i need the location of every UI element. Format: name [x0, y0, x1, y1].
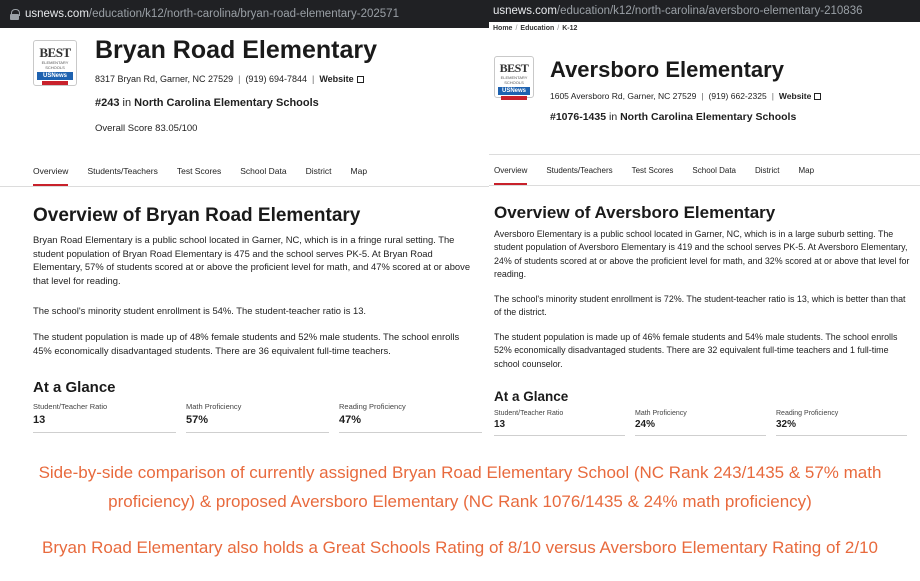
external-link-icon: [814, 93, 821, 100]
overview-paragraph-3: The student population is made up of 48% female students and 52% male students. The school enrolls 45% economically disadvantaged students. There are 36 equivalent full-time teachers.: [33, 331, 460, 356]
breadcrumb: Home / Education / K-12: [493, 25, 578, 32]
comparison-caption: Side-by-side comparison of currently assigned Bryan Road Elementary School (NC Rank 243/1435 & 57% math proficiency) & proposed Aversboro Elementary (NC Rank 1076/1435 & 24% math proficiency): [38, 463, 882, 511]
tab-overview[interactable]: Overview: [494, 166, 527, 185]
rating-caption: Bryan Road Elementary also holds a Great Schools Rating of 8/10 versus Aversboro Elementary Rating of 2/10: [42, 538, 878, 557]
address-line: 1605 Aversboro Rd, Garner, NC 27529 | (919) 662-2325 | Website: [550, 91, 821, 101]
website-link[interactable]: Website: [319, 74, 363, 84]
address: 1605 Aversboro Rd, Garner, NC 27529: [550, 91, 697, 101]
tab-students-teachers[interactable]: Students/Teachers: [87, 166, 158, 176]
tab-school-data[interactable]: School Data: [240, 166, 287, 176]
tab-test-scores[interactable]: Test Scores: [176, 166, 222, 176]
url-path: /education/k12/north-carolina/aversboro-elementary-210836: [556, 5, 863, 17]
overview-title: Overview of Bryan Road Elementary: [33, 205, 361, 226]
phone[interactable]: (919) 694-7844: [245, 74, 307, 84]
rank-line: #1076-1435 in North Carolina Elementary Schools: [550, 111, 797, 123]
address-bar[interactable]: [489, 0, 920, 22]
address-line: 8317 Bryan Rd, Garner, NC 27529 | (919) 694-7844 | Website: [95, 74, 364, 84]
at-a-glance-title: At a Glance: [494, 389, 569, 404]
url-host: usnews.com: [25, 8, 89, 20]
overall-score: Overall Score 83.05/100: [95, 123, 198, 134]
overview-paragraph-1: Aversboro Elementary is a public school located in Garner, NC, which is in a large suburb setting. The student population of Aversboro Elementary is 419 and the school serves PK-5. At Aversboro Elementary, 24% of students scored at or above the proficient level for math, and 32% scored at or above that level for reading.: [494, 229, 910, 279]
tab-students-teachers[interactable]: Students/Teachers: [546, 166, 613, 175]
breadcrumb-home[interactable]: Home: [493, 25, 513, 32]
tab-district[interactable]: District: [755, 166, 780, 175]
rank: #1076-1435: [550, 111, 607, 123]
section-tabs: [494, 166, 833, 185]
stat-reading-proficiency: Reading Proficiency 47%: [339, 402, 482, 433]
tab-test-scores[interactable]: Test Scores: [631, 166, 674, 175]
school-title: Bryan Road Elementary: [95, 36, 378, 64]
breadcrumb-education[interactable]: Education: [520, 25, 555, 32]
stat-math-proficiency: Math Proficiency 57%: [186, 402, 329, 433]
rank-line: #243 in North Carolina Elementary Schools: [95, 97, 319, 109]
left-school-page: [0, 0, 490, 441]
best-schools-badge: BEST ELEMENTARY SCHOOLS USNews: [494, 56, 534, 98]
rank-scope-link[interactable]: North Carolina Elementary Schools: [134, 97, 319, 109]
address: 8317 Bryan Rd, Garner, NC 27529: [95, 74, 234, 84]
overview-paragraph-1: Bryan Road Elementary is a public school located in Garner, NC, which is in a fringe rural setting. The student population of Bryan Road Elementary is 475 and the school serves PK-5. At Bryan Road Elementary, 57% of students scored at or above the proficient level for math, and 47% scored at or above that level for reading.: [33, 234, 471, 287]
tabs-divider: [489, 185, 920, 186]
overview-paragraph-2: The school's minority student enrollment is 72%. The student-teacher ratio is 13, which is better than that of the district.: [494, 294, 906, 318]
stat-student-teacher-ratio: Student/Teacher Ratio 13: [33, 402, 176, 433]
url-host: usnews.com: [493, 5, 557, 17]
section-tabs: [33, 166, 386, 186]
best-schools-badge: BEST ELEMENTARY SCHOOLS USNews: [33, 40, 77, 86]
lock-icon: [10, 9, 19, 20]
stat-reading-proficiency: Reading Proficiency 32%: [776, 410, 907, 436]
tab-overview[interactable]: Overview: [33, 166, 68, 186]
tab-district[interactable]: District: [305, 166, 332, 176]
tab-map[interactable]: Map: [798, 166, 815, 175]
rank-scope-link[interactable]: North Carolina Elementary Schools: [620, 111, 797, 123]
tab-school-data[interactable]: School Data: [692, 166, 736, 175]
stat-student-teacher-ratio: Student/Teacher Ratio 13: [494, 410, 625, 436]
phone[interactable]: (919) 662-2325: [708, 91, 767, 101]
stat-math-proficiency: Math Proficiency 24%: [635, 410, 766, 436]
at-a-glance-title: At a Glance: [33, 379, 116, 396]
url-path: /education/k12/north-carolina/bryan-road-elementary-202571: [88, 8, 399, 20]
overview-paragraph-3: The student population is made up of 46% female students and 54% male students. The school enrolls 52% economically disadvantaged students. There are 32 equivalent full-time teachers and 1 full-time school counselor.: [494, 332, 898, 369]
rank: #243: [95, 97, 120, 109]
header-divider: [489, 154, 920, 155]
external-link-icon: [357, 76, 364, 83]
overview-title: Overview of Aversboro Elementary: [494, 203, 776, 222]
website-link[interactable]: Website: [779, 91, 821, 101]
tabs-divider: [0, 186, 490, 187]
address-bar[interactable]: [0, 0, 490, 28]
breadcrumb-k12[interactable]: K-12: [562, 25, 578, 32]
school-title: Aversboro Elementary: [550, 57, 784, 82]
tab-map[interactable]: Map: [350, 166, 368, 176]
overview-paragraph-2: The school's minority student enrollment is 54%. The student-teacher ratio is 13.: [33, 305, 367, 316]
right-school-page: [489, 0, 920, 441]
